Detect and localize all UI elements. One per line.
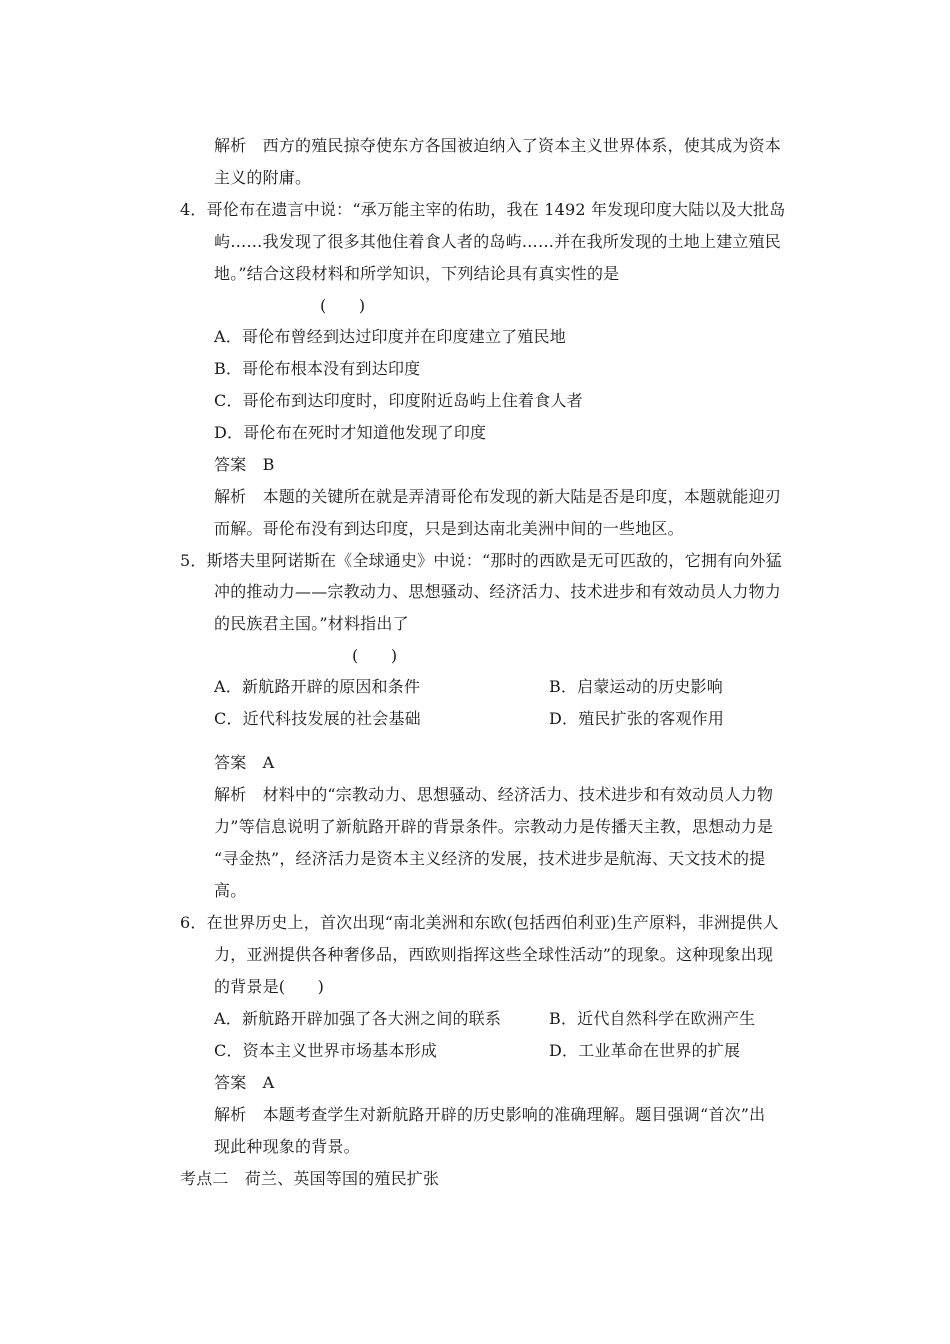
q5-stem-line2: 冲的推动力——宗教动力、思想骚动、经济活力、技术进步和有效动员人力物力	[214, 582, 782, 601]
prev-analysis-line2: 主义的附庸。	[214, 168, 312, 187]
q4-option-a: A．哥伦布曾经到达过印度并在印度建立了殖民地	[214, 327, 566, 346]
q5-option-c: C．近代科技发展的社会基础	[214, 709, 421, 728]
q5-option-b: B．启蒙运动的历史影响	[549, 677, 723, 696]
q5-answer-blank: ( )	[352, 646, 398, 665]
q6-answer: 答案 A	[214, 1073, 275, 1092]
q6-analysis-line2: 现此种现象的背景。	[214, 1137, 360, 1156]
q4-analysis-line1: 解析 本题的关键所在就是弄清哥伦布发现的新大陆是否是印度，本题就能迎刃	[214, 487, 782, 506]
q4-stem-line1: 4．哥伦布在遗言中说：“承万能主宰的佑助，我在 1492 年发现印度大陆以及大批岛	[180, 200, 786, 219]
q4-analysis-line2: 而解。哥伦布没有到达印度，只是到达南北美洲中间的一些地区。	[214, 519, 684, 538]
q5-analysis-line1: 解析 材料中的“宗教动力、思想骚动、经济活力、技术进步和有效动员人力物	[214, 785, 774, 804]
q6-stem-line2: 力，亚洲提供各种奢侈品，西欧则指挥这些全球性活动”的现象。这种现象出现	[214, 945, 774, 964]
q4-answer: 答案 B	[214, 455, 275, 474]
q5-analysis-line4: 高。	[214, 881, 247, 900]
q5-option-d: D．殖民扩张的客观作用	[549, 709, 725, 728]
q5-analysis-line3: “寻金热”，经济活力是资本主义经济的发展，技术进步是航海、天文技术的提	[214, 849, 766, 868]
q5-option-a: A．新航路开辟的原因和条件	[214, 677, 421, 696]
q4-stem-line3: 地。”结合这段材料和所学知识，下列结论具有真实性的是	[214, 264, 620, 283]
q5-answer: 答案 A	[214, 753, 275, 772]
q5-analysis-line2: 力”等信息说明了新航路开辟的背景条件。宗教动力是传播天主教，思想动力是	[214, 817, 774, 836]
q6-option-a: A．新航路开辟加强了各大洲之间的联系	[214, 1009, 502, 1028]
prev-analysis-line1: 解析 西方的殖民掠夺使东方各国被迫纳入了资本主义世界体系，使其成为资本	[214, 136, 782, 155]
section-heading: 考点二 荷兰、英国等国的殖民扩张	[180, 1169, 440, 1188]
q6-option-c: C．资本主义世界市场基本形成	[214, 1041, 438, 1060]
q6-option-b: B．近代自然科学在欧洲产生	[549, 1009, 756, 1028]
q4-answer-blank: ( )	[320, 296, 366, 315]
q4-option-d: D．哥伦布在死时才知道他发现了印度	[214, 423, 487, 442]
q6-stem-line1: 6．在世界历史上，首次出现“南北美洲和东欧(包括西伯利亚)生产原料，非洲提供人	[180, 913, 779, 932]
q4-option-c: C．哥伦布到达印度时，印度附近岛屿上住着食人者	[214, 391, 583, 410]
q4-option-b: B．哥伦布根本没有到达印度	[214, 359, 421, 378]
q5-stem-line1: 5．斯塔夫里阿诺斯在《全球通史》中说：“那时的西欧是无可匹敌的，它拥有向外猛	[180, 551, 782, 570]
q5-stem-line3: 的民族君主国。”材料指出了	[214, 614, 409, 633]
q6-analysis-line1: 解析 本题考查学生对新航路开辟的历史影响的准确理解。题目强调“首次”出	[214, 1105, 766, 1124]
q6-stem-line3: 的背景是( )	[214, 977, 325, 996]
q4-stem-line2: 屿……我发现了很多其他住着食人者的岛屿……并在我所发现的土地上建立殖民	[214, 232, 782, 251]
q6-option-d: D．工业革命在世界的扩展	[549, 1041, 741, 1060]
